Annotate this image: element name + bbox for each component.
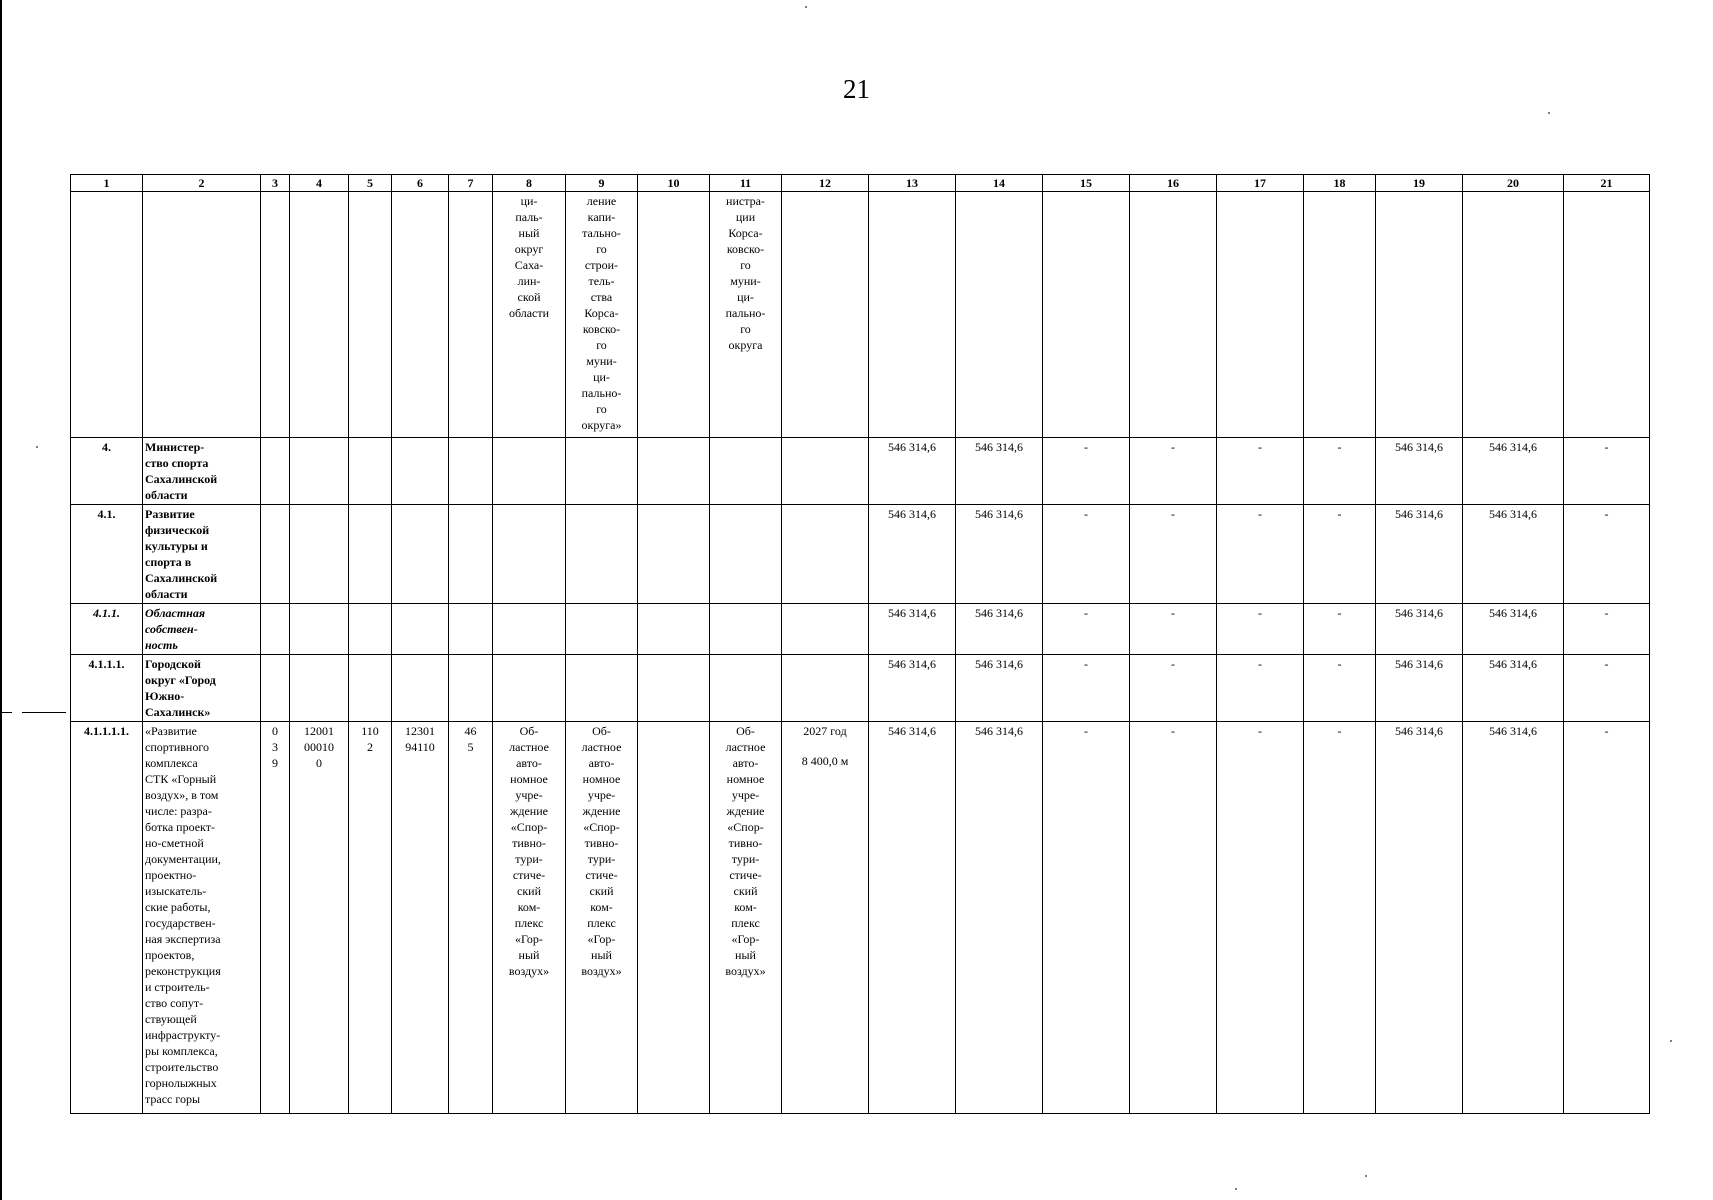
col-header: 18 (1304, 175, 1376, 192)
cell (782, 438, 869, 505)
amount-cell: - (1130, 438, 1217, 505)
cell (392, 655, 449, 722)
cell (638, 192, 710, 438)
cell (493, 655, 566, 722)
amount-cell: - (1043, 655, 1130, 722)
amount-cell: - (1304, 604, 1376, 655)
col-header: 4 (290, 175, 349, 192)
scan-speck (1365, 1175, 1367, 1177)
cell-col8: ци- паль- ный округ Саха- лин- ской области (493, 192, 566, 438)
amount-cell: - (1304, 438, 1376, 505)
cell (710, 438, 782, 505)
amount-cell: - (1043, 438, 1130, 505)
table-row (71, 604, 1650, 655)
amount-cell: - (1564, 604, 1650, 655)
col-header: 12 (782, 175, 869, 192)
cell (782, 505, 869, 604)
amount-cell: - (1217, 655, 1304, 722)
cell (782, 192, 869, 438)
cell (1043, 192, 1130, 438)
table-row (71, 505, 1650, 604)
amount-cell: - (1304, 655, 1376, 722)
amount-cell: - (1043, 722, 1130, 1114)
amount-cell: - (1043, 505, 1130, 604)
col-header: 1 (71, 175, 143, 192)
col-header: 14 (956, 175, 1043, 192)
amount-cell: 546 314,6 (869, 438, 956, 505)
cell (449, 505, 493, 604)
scan-speck (36, 446, 38, 448)
row-number: 4.1.1. (71, 604, 143, 655)
amount-cell: 546 314,6 (869, 604, 956, 655)
amount-cell: 546 314,6 (956, 505, 1043, 604)
table-row (71, 438, 1650, 505)
amount-cell: - (1564, 655, 1650, 722)
col-header: 20 (1463, 175, 1564, 192)
agency-cell: Об- ластное авто- номное учре- ждение «Спор- тивно- тури- стиче- ский ком- плекс «Гор- ный воздух» (710, 722, 782, 1114)
col-header: 13 (869, 175, 956, 192)
cell-col11: нистра- ции Корса- ковско- го муни- ци- пально- го округа (710, 192, 782, 438)
cell (493, 505, 566, 604)
row-name: Министер- ство спорта Сахалинской области (143, 438, 261, 505)
cell (566, 655, 638, 722)
amount-cell: 546 314,6 (869, 655, 956, 722)
col-header: 17 (1217, 175, 1304, 192)
code-cell: 0 3 9 (261, 722, 290, 1114)
amount-cell: - (1130, 604, 1217, 655)
cell (261, 192, 290, 438)
spacer (784, 739, 866, 753)
cell (349, 505, 392, 604)
col-header: 9 (566, 175, 638, 192)
cell (566, 438, 638, 505)
cell (869, 192, 956, 438)
col-header: 19 (1376, 175, 1463, 192)
col-header: 16 (1130, 175, 1217, 192)
cell (638, 438, 710, 505)
cell (449, 655, 493, 722)
amount-cell: - (1130, 505, 1217, 604)
amount-cell: 546 314,6 (956, 722, 1043, 1114)
amount-cell: 546 314,6 (1376, 722, 1463, 1114)
row-number: 4. (71, 438, 143, 505)
cell (449, 192, 493, 438)
row-name: «Развитие спортивного комплекса СТК «Горный воздух», в том числе: разра- ботка проект- но-сметной документации, проектно- изыскатель- ские работы, государствен- ная экспертиза проектов, реконструкция и строитель- ство сопут- ствующей инфраструкту- ры комплекса, строительство горнолыжных трасс горы (143, 722, 261, 1114)
cell (566, 505, 638, 604)
cell (261, 655, 290, 722)
cell (449, 438, 493, 505)
cell (71, 192, 143, 438)
cell (290, 192, 349, 438)
cell (638, 604, 710, 655)
amount-cell: 546 314,6 (1376, 655, 1463, 722)
binding-mark (22, 712, 66, 713)
amount-cell: 546 314,6 (956, 655, 1043, 722)
table-row (71, 722, 1650, 1114)
cell (493, 604, 566, 655)
cell (1376, 192, 1463, 438)
cell (290, 655, 349, 722)
amount-cell: 546 314,6 (1376, 438, 1463, 505)
amount-cell: 546 314,6 (956, 604, 1043, 655)
code-cell: 110 2 (349, 722, 392, 1114)
cell (143, 192, 261, 438)
amount-cell: - (1564, 722, 1650, 1114)
scan-speck (1235, 1188, 1237, 1190)
cell (956, 192, 1043, 438)
cell (710, 505, 782, 604)
cell (1463, 192, 1564, 438)
row-number: 4.1. (71, 505, 143, 604)
completion-year: 2027 год (803, 724, 847, 738)
cell (1130, 192, 1217, 438)
col-header: 21 (1564, 175, 1650, 192)
amount-cell: - (1217, 722, 1304, 1114)
amount-cell: - (1130, 655, 1217, 722)
agency-cell: Об- ластное авто- номное учре- ждение «Спор- тивно- тури- стиче- ский ком- плекс «Гор- ный воздух» (493, 722, 566, 1114)
page-number: 21 (843, 74, 870, 104)
amount-cell: 546 314,6 (1376, 604, 1463, 655)
cell (1217, 192, 1304, 438)
cell (290, 604, 349, 655)
col-header: 11 (710, 175, 782, 192)
code-cell: 46 5 (449, 722, 493, 1114)
amount-cell: 546 314,6 (956, 438, 1043, 505)
cell (1564, 192, 1650, 438)
row-name: Областная собствен- ность (143, 604, 261, 655)
amount-cell: 546 314,6 (1463, 655, 1564, 722)
cell (638, 655, 710, 722)
amount-cell: - (1564, 505, 1650, 604)
cell (261, 505, 290, 604)
cell (638, 505, 710, 604)
amount-cell: 546 314,6 (1463, 722, 1564, 1114)
col-header: 8 (493, 175, 566, 192)
scan-speck (1548, 112, 1550, 114)
scan-left-edge (0, 0, 2, 1200)
cell (261, 604, 290, 655)
cell (261, 438, 290, 505)
amount-cell: - (1043, 604, 1130, 655)
agency-cell: Об- ластное авто- номное учре- ждение «Спор- тивно- тури- стиче- ский ком- плекс «Гор- ный воздух» (566, 722, 638, 1114)
amount-cell: - (1130, 722, 1217, 1114)
cell (392, 505, 449, 604)
scan-speck (805, 6, 807, 8)
budget-table (70, 174, 1650, 1114)
amount-cell: 546 314,6 (1376, 505, 1463, 604)
col-header: 2 (143, 175, 261, 192)
amount-cell: - (1217, 438, 1304, 505)
table-row (71, 655, 1650, 722)
amount-cell: - (1304, 722, 1376, 1114)
col-header: 7 (449, 175, 493, 192)
cell-col9: ление капи- тально- го строи- тель- ства Корса- ковско- го муни- ци- пально- го округа» (566, 192, 638, 438)
cell (566, 604, 638, 655)
binding-mark (0, 712, 12, 713)
cell (349, 438, 392, 505)
row-number: 4.1.1.1. (71, 655, 143, 722)
amount-cell: 546 314,6 (869, 505, 956, 604)
cell (392, 604, 449, 655)
amount-cell: - (1217, 604, 1304, 655)
amount-cell: - (1217, 505, 1304, 604)
schedule-cell (782, 722, 869, 1114)
amount-cell: 546 314,6 (869, 722, 956, 1114)
scan-speck (1670, 1040, 1672, 1042)
cell (392, 192, 449, 438)
cell (392, 438, 449, 505)
cell (1304, 192, 1376, 438)
col-header: 6 (392, 175, 449, 192)
col-header: 15 (1043, 175, 1130, 192)
amount-cell: 546 314,6 (1463, 505, 1564, 604)
cell (710, 604, 782, 655)
continuation-row (71, 192, 1650, 438)
amount-cell: 546 314,6 (1463, 604, 1564, 655)
col-header: 3 (261, 175, 290, 192)
amount-cell: - (1564, 438, 1650, 505)
row-number: 4.1.1.1.1. (71, 722, 143, 1114)
cell (782, 655, 869, 722)
cell (290, 505, 349, 604)
cell (638, 722, 710, 1114)
code-cell: 12301 94110 (392, 722, 449, 1114)
column-number-row (71, 175, 1650, 192)
cell (449, 604, 493, 655)
cell (710, 655, 782, 722)
row-name: Городской округ «Город Южно- Сахалинск» (143, 655, 261, 722)
cell (349, 192, 392, 438)
cell (782, 604, 869, 655)
code-cell: 12001 00010 0 (290, 722, 349, 1114)
cell (290, 438, 349, 505)
cell (493, 438, 566, 505)
row-name: Развитие физической культуры и спорта в Сахалинской области (143, 505, 261, 604)
amount-cell: - (1304, 505, 1376, 604)
col-header: 10 (638, 175, 710, 192)
col-header: 5 (349, 175, 392, 192)
cell (349, 604, 392, 655)
object-length: 8 400,0 м (801, 754, 849, 768)
cell (349, 655, 392, 722)
amount-cell: 546 314,6 (1463, 438, 1564, 505)
